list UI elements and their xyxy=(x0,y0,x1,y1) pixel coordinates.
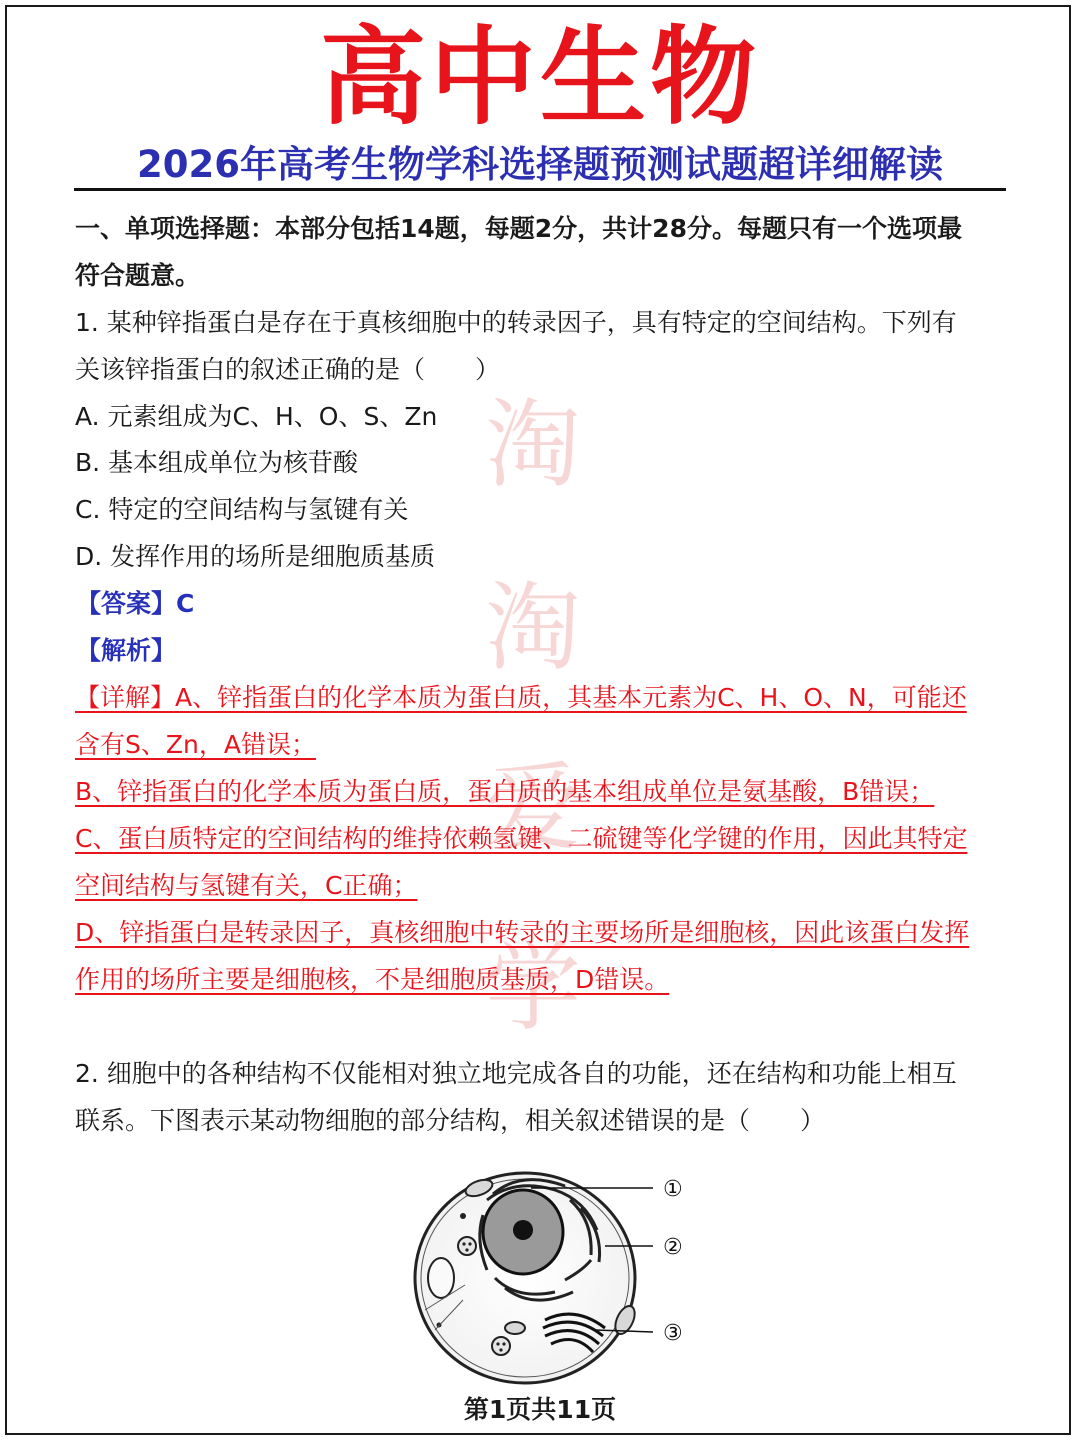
question-2-stem: 联系。下图表示某动物细胞的部分结构，相关叙述错误的是（ ） xyxy=(75,1106,826,1135)
watermark-char: 爱 xyxy=(485,752,581,864)
section-heading: 符合题意。 xyxy=(75,261,201,290)
label-2: ② xyxy=(663,1235,683,1260)
analysis-label: 【解析】 xyxy=(76,636,177,665)
watermark-char: 学 xyxy=(485,932,581,1044)
question-1-stem: 1. 某种锌指蛋白是存在于真核细胞中的转录因子，具有特定的空间结构。下列有 xyxy=(75,308,957,337)
detail-line: 含有S、Zn，A错误； xyxy=(75,730,316,759)
detail-line: 空间结构与氢键有关，C正确； xyxy=(75,871,418,900)
question-1-option-a: A. 元素组成为C、H、O、S、Zn xyxy=(75,402,438,431)
page-title: 高中生物 xyxy=(320,16,760,139)
detail-line: D、锌指蛋白是转录因子，真核细胞中转录的主要场所是细胞核，因此该蛋白发挥 xyxy=(75,918,970,947)
detail-line: B、锌指蛋白的化学本质为蛋白质，蛋白质的基本组成单位是氨基酸，B错误； xyxy=(75,777,935,806)
page-subtitle: 2026年高考生物学科选择题预测试题超详细解读 xyxy=(137,143,943,186)
answer-label: 【答案】C xyxy=(76,589,195,618)
page-number: 第1页共11页 xyxy=(463,1395,617,1424)
question-2-stem: 2. 细胞中的各种结构不仅能相对独立地完成各自的功能，还在结构和功能上相互 xyxy=(75,1059,957,1088)
label-3: ③ xyxy=(663,1321,683,1346)
detail-line: 作用的场所主要是细胞核，不是细胞质基质，D错误。 xyxy=(75,965,670,994)
animal-cell-diagram xyxy=(405,1160,695,1390)
watermark-char: 淘 xyxy=(485,572,581,684)
section-heading: 一、单项选择题：本部分包括14题，每题2分，共计28分。每题只有一个选项最 xyxy=(75,214,962,243)
question-1-stem: 关该锌指蛋白的叙述正确的是（ ） xyxy=(75,355,501,384)
label-1: ① xyxy=(663,1177,683,1202)
watermark-char: 淘 xyxy=(485,389,581,501)
detail-line: C、蛋白质特定的空间结构的维持依赖氢键、二硫键等化学键的作用，因此其特定 xyxy=(75,824,968,853)
question-1-option-d: D. 发挥作用的场所是细胞质基质 xyxy=(75,542,436,571)
title-divider xyxy=(74,188,1006,191)
detail-line: 【详解】A、锌指蛋白的化学本质为蛋白质，其基本元素为C、H、O、N，可能还 xyxy=(75,683,967,712)
question-1-option-c: C. 特定的空间结构与氢键有关 xyxy=(75,495,409,524)
question-1-option-b: B. 基本组成单位为核苷酸 xyxy=(75,448,359,477)
